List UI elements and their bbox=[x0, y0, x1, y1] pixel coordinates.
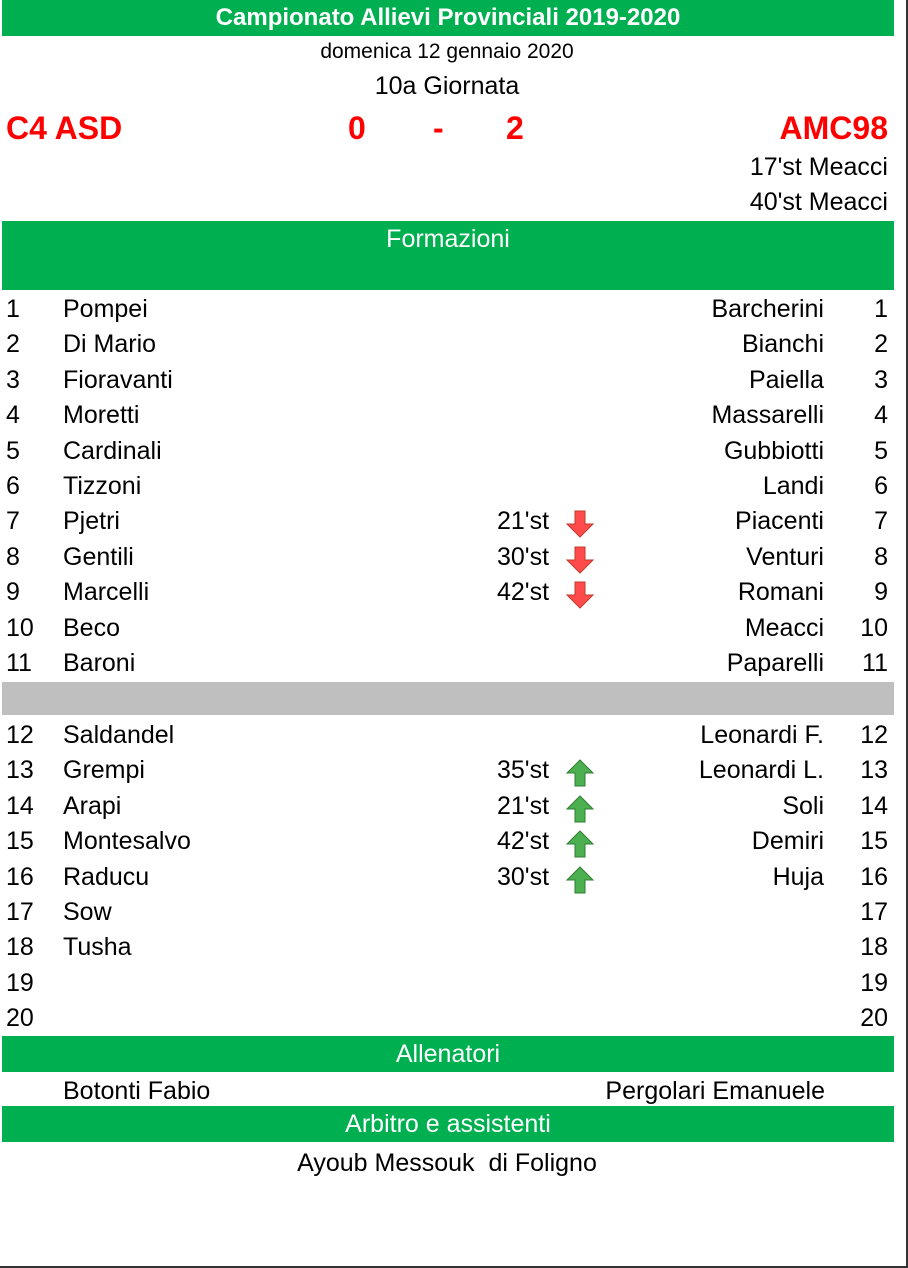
home-player-name: Moretti bbox=[63, 401, 140, 430]
player-row bbox=[0, 540, 894, 575]
home-player-name: Baroni bbox=[63, 649, 136, 677]
home-player-name: Sow bbox=[63, 898, 112, 926]
home-player-number: 16 bbox=[6, 862, 34, 891]
home-player-number: 9 bbox=[6, 578, 20, 607]
player-row bbox=[0, 789, 894, 824]
championship-title: Campionato Allievi Provinciali 2019-2020 bbox=[2, 0, 894, 36]
away-player-number: 16 bbox=[860, 862, 888, 891]
home-player-number: 11 bbox=[6, 649, 32, 677]
home-score: 0 bbox=[348, 110, 366, 146]
player-row bbox=[0, 363, 894, 398]
away-goal: 17'st Meacci bbox=[749, 153, 888, 181]
home-player-number: 14 bbox=[6, 791, 34, 820]
home-player-number: 12 bbox=[6, 721, 34, 749]
away-player-number: 7 bbox=[874, 507, 888, 536]
substitution-time: 42'st bbox=[497, 578, 550, 607]
section-coaches: Allenatori bbox=[2, 1036, 894, 1072]
away-player-name: Leonardi F. bbox=[700, 721, 824, 749]
player-row bbox=[0, 860, 894, 895]
home-player-name: Arapi bbox=[63, 791, 122, 820]
home-player-name: Pjetri bbox=[63, 507, 120, 536]
away-player-number: 14 bbox=[860, 791, 888, 820]
away-player-name: Huja bbox=[772, 862, 824, 891]
away-player-name: Demiri bbox=[751, 827, 824, 856]
player-row bbox=[0, 930, 894, 965]
home-player-number: 7 bbox=[6, 507, 20, 536]
substitution-time: 30'st bbox=[497, 542, 550, 571]
away-player-number: 20 bbox=[860, 1004, 888, 1033]
player-row bbox=[0, 575, 894, 610]
away-player-number: 10 bbox=[860, 613, 888, 642]
away-player-number: 8 bbox=[874, 542, 888, 571]
home-player-number: 5 bbox=[6, 436, 20, 465]
home-player-number: 15 bbox=[6, 827, 34, 856]
player-row bbox=[0, 327, 894, 362]
home-player-name: Saldandel bbox=[63, 721, 175, 749]
away-player-number: 13 bbox=[860, 756, 888, 785]
away-player-number: 2 bbox=[874, 330, 888, 359]
match-date: domenica 12 gennaio 2020 bbox=[320, 40, 574, 63]
player-row bbox=[0, 753, 894, 788]
away-player-number: 12 bbox=[860, 721, 888, 749]
section-lineups: Formazioni bbox=[2, 221, 894, 257]
home-player-name: Tusha bbox=[63, 933, 132, 962]
home-player-name: Gentili bbox=[63, 542, 134, 571]
home-player-number: 8 bbox=[6, 542, 20, 571]
away-player-name: Barcherini bbox=[711, 295, 824, 323]
away-player-number: 19 bbox=[860, 968, 888, 997]
home-player-name: Beco bbox=[63, 613, 120, 642]
player-row bbox=[0, 1001, 894, 1036]
arrow-down-icon bbox=[565, 580, 595, 610]
away-player-name: Massarelli bbox=[711, 401, 824, 430]
away-coach: Pergolari Emanuele bbox=[605, 1077, 825, 1105]
home-player-number: 18 bbox=[6, 933, 34, 962]
home-player-name: Tizzoni bbox=[63, 472, 142, 500]
score-separator: - bbox=[433, 110, 444, 146]
home-player-number: 3 bbox=[6, 365, 20, 394]
home-player-name: Cardinali bbox=[63, 436, 162, 465]
away-player-number: 4 bbox=[874, 401, 888, 430]
home-player-number: 1 bbox=[6, 295, 20, 323]
player-row bbox=[0, 292, 894, 327]
away-player-name: Paiella bbox=[748, 365, 824, 394]
home-player-name: Grempi bbox=[63, 756, 145, 785]
home-player-name: Fioravanti bbox=[63, 365, 173, 394]
away-player-number: 5 bbox=[874, 436, 888, 465]
away-team: AMC98 bbox=[779, 110, 888, 146]
away-player-name: Gubbiotti bbox=[723, 436, 824, 465]
substitution-time: 21'st bbox=[497, 791, 550, 820]
player-row bbox=[0, 966, 894, 1001]
away-player-number: 11 bbox=[862, 649, 888, 677]
player-row bbox=[0, 824, 894, 859]
bench-separator bbox=[2, 682, 894, 715]
home-player-number: 6 bbox=[6, 472, 20, 500]
player-row bbox=[0, 718, 894, 753]
substitution-time: 35'st bbox=[497, 756, 550, 785]
arrow-up-icon bbox=[565, 794, 595, 824]
away-player-name: Soli bbox=[782, 791, 824, 820]
arrow-up-icon bbox=[565, 829, 595, 859]
home-player-name: Marcelli bbox=[63, 578, 150, 607]
away-player-name: Meacci bbox=[744, 613, 824, 642]
section-referees: Arbitro e assistenti bbox=[2, 1106, 894, 1142]
home-player-number: 19 bbox=[6, 968, 34, 997]
away-score: 2 bbox=[506, 110, 524, 146]
player-row bbox=[0, 895, 894, 930]
away-player-number: 18 bbox=[860, 933, 888, 962]
away-player-number: 15 bbox=[860, 827, 888, 856]
away-player-name: Paparelli bbox=[726, 649, 824, 677]
home-player-number: 4 bbox=[6, 401, 20, 430]
away-goal: 40'st Meacci bbox=[749, 188, 888, 216]
away-player-number: 1 bbox=[874, 295, 888, 323]
arrow-down-icon bbox=[565, 545, 595, 575]
home-player-number: 13 bbox=[6, 756, 34, 785]
away-player-name: Bianchi bbox=[742, 330, 824, 359]
player-row bbox=[0, 611, 894, 646]
home-player-name: Raducu bbox=[63, 862, 150, 891]
home-team: C4 ASD bbox=[6, 110, 123, 146]
away-player-number: 17 bbox=[860, 898, 888, 926]
arrow-up-icon bbox=[565, 758, 595, 788]
home-coach: Botonti Fabio bbox=[63, 1077, 211, 1105]
player-row bbox=[0, 504, 894, 539]
player-row bbox=[0, 646, 894, 681]
away-player-number: 9 bbox=[874, 578, 888, 607]
arrow-up-icon bbox=[565, 865, 595, 895]
home-player-name: Di Mario bbox=[63, 330, 157, 359]
home-player-name: Montesalvo bbox=[63, 827, 191, 856]
home-player-number: 17 bbox=[6, 898, 34, 926]
substitution-time: 21'st bbox=[497, 507, 550, 536]
player-row bbox=[0, 434, 894, 469]
player-row bbox=[0, 398, 894, 433]
player-row bbox=[0, 469, 894, 504]
home-player-name: Pompei bbox=[63, 295, 148, 323]
referee-name: Ayoub Messouk di Foligno bbox=[297, 1149, 597, 1177]
home-player-number: 10 bbox=[6, 613, 34, 642]
away-player-number: 6 bbox=[874, 472, 888, 500]
home-player-number: 20 bbox=[6, 1004, 34, 1033]
substitution-time: 30'st bbox=[497, 862, 550, 891]
away-player-number: 3 bbox=[874, 365, 888, 394]
home-player-number: 2 bbox=[6, 330, 20, 359]
away-player-name: Romani bbox=[737, 578, 824, 607]
away-player-name: Piacenti bbox=[735, 507, 824, 536]
substitution-time: 42'st bbox=[497, 827, 550, 856]
arrow-down-icon bbox=[565, 509, 595, 539]
away-player-name: Venturi bbox=[746, 542, 824, 571]
lineups-subheader-bar bbox=[2, 256, 894, 290]
match-round: 10a Giornata bbox=[374, 72, 520, 100]
away-player-name: Leonardi L. bbox=[698, 756, 824, 785]
away-player-name: Landi bbox=[762, 472, 824, 500]
